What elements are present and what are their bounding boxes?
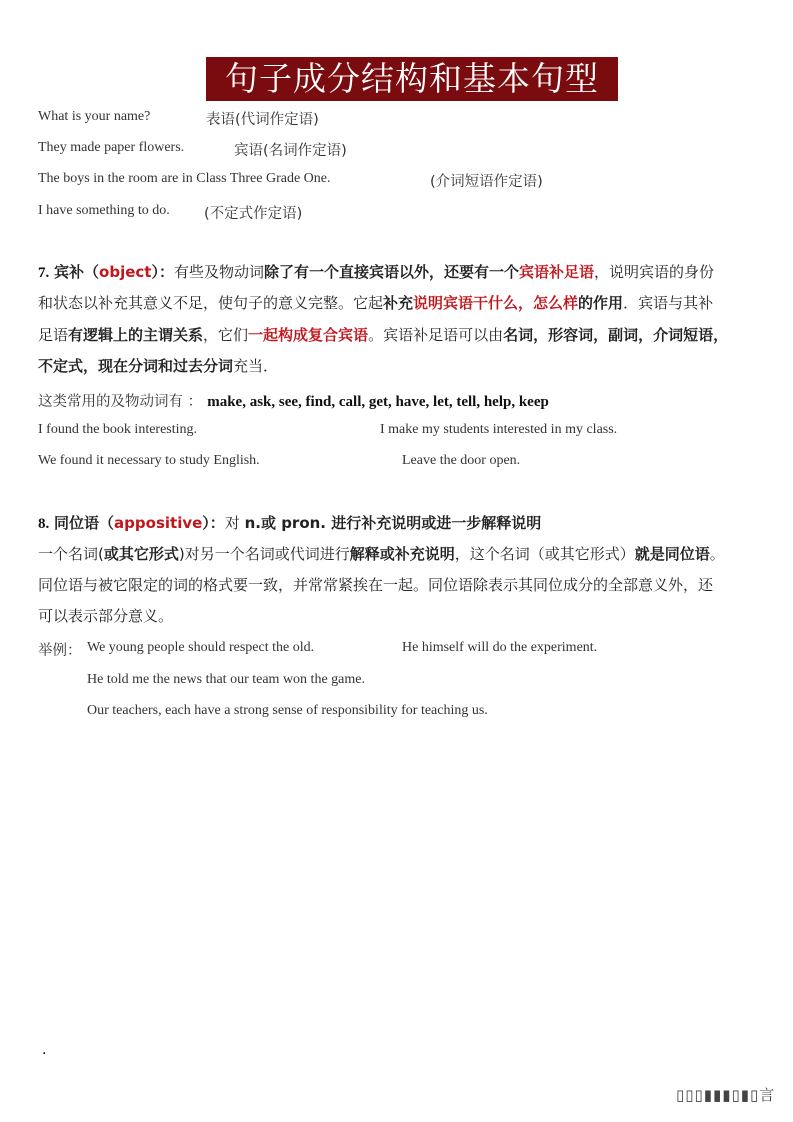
example-sentence: Leave the door open.	[402, 453, 521, 468]
example-sentence: Our teachers, each have a strong sense of responsibility for teaching us.	[87, 703, 488, 718]
text-run: 和状态以补充其意义不足，使句子的意义完整。它起	[38, 294, 384, 312]
section-number: 7.	[38, 265, 50, 281]
verbs-list: make, ask, see, find, call, get, have, let, tell, help, keep	[207, 394, 549, 410]
section-8-line3: 可以表示部分意义。	[38, 607, 174, 625]
example-sentence: They made paper flowers.	[38, 140, 185, 155]
example-note: 宾语(名词作定语)	[234, 143, 347, 159]
text-run: 有些及物动词	[173, 263, 264, 281]
text-run: 一个名词(	[38, 545, 104, 563]
watermark: ▯▯▯▮▮▮▯▮▯言	[676, 1086, 776, 1104]
text-run: 补充	[383, 294, 414, 312]
verbs-label: 这类常用的及物动词有 ：	[38, 394, 203, 410]
text-run: ，说明宾语的身份	[594, 263, 715, 281]
section-heading: 宾补（	[54, 263, 100, 281]
section-heading-close: ）：	[202, 514, 225, 532]
text-run: 有逻辑上的主谓关系	[68, 326, 204, 344]
text-run: 就是同位语	[634, 545, 710, 563]
section-heading-en: appositive	[114, 514, 203, 532]
example-sentence: What is your name?	[38, 109, 151, 124]
text-run: 或其它形式	[103, 545, 179, 563]
text-run: ．宾语与其补	[623, 294, 714, 312]
highlight: 宾语补足语	[519, 263, 595, 281]
example-sentence: I make my students interested in my class.	[380, 422, 618, 437]
example-sentence: We found it necessary to study English.	[38, 453, 260, 468]
example-sentence: We young people should respect the old.	[87, 640, 315, 655]
section-7-line4	[38, 351, 278, 382]
text-run: 的作用	[578, 294, 624, 312]
example-sentence: He himself will do the experiment.	[402, 640, 598, 655]
example-sentence: The boys in the room are in Class Three Grade One.	[38, 171, 331, 186]
highlight: 一起构成复合宾语	[248, 326, 369, 344]
section-heading-en: object	[99, 263, 152, 281]
example-sentence: He told me the news that our team won the game.	[87, 672, 365, 687]
example-label: 举例：	[38, 643, 82, 659]
section-heading: 同位语（	[54, 514, 115, 532]
section-8-line1	[38, 539, 725, 570]
text-run: 解释或补充说明	[349, 545, 455, 563]
footer-dot: .	[42, 1042, 47, 1058]
section-8-heading	[38, 508, 541, 540]
text-run: 。宾语补足语可以由	[368, 326, 504, 344]
example-note: (不定式作定语)	[204, 206, 303, 222]
section-number: 8.	[38, 516, 50, 532]
text-run: 对	[224, 514, 245, 532]
text-run: n.或 pron. 进行补充说明或进一步解释说明	[244, 514, 542, 532]
page-title: 句子成分结构和基本句型	[206, 57, 618, 101]
section-heading-close: ）：	[151, 263, 174, 281]
example-note: 表语(代词作定语)	[206, 112, 319, 128]
text-run: 足语	[38, 326, 69, 344]
text-run: 除了有一个直接宾语以外，还要有一个	[264, 263, 520, 281]
example-note: (介词短语作定语)	[430, 174, 543, 190]
section-7-line1	[38, 257, 714, 289]
text-run: 。	[709, 545, 725, 563]
text-run: 不定式，现在分词和过去分词	[38, 357, 234, 375]
section-8-line2: 同位语与被它限定的词的格式要一致，并常常紧挨在一起。同位语除表示其同位成分的全部意义外，还	[38, 576, 714, 594]
text-run: 充当．	[233, 357, 279, 375]
text-run: ，它们	[203, 326, 249, 344]
section-7-line2	[38, 288, 713, 319]
example-sentence: I found the book interesting.	[38, 422, 198, 437]
section-7-line3	[38, 320, 728, 351]
verbs-line	[38, 390, 549, 411]
highlight: 说明宾语干什么，怎么样	[413, 294, 579, 312]
text-run: 名词，形容词，副词，介词短语，	[503, 326, 729, 344]
text-run: )对另一个名词或代词进行	[178, 545, 350, 563]
text-run: ，这个名词（或其它形式）	[454, 545, 635, 563]
example-sentence: I have something to do.	[38, 203, 170, 218]
